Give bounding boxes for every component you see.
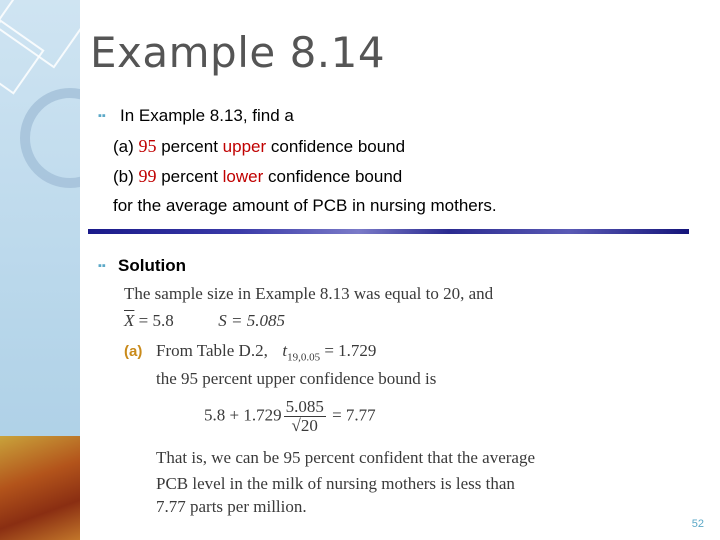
page-title: Example 8.14 xyxy=(90,28,386,77)
autumn-leaves-image xyxy=(0,436,80,540)
equation-denominator: √20 xyxy=(291,416,318,435)
part-b-prefix: (b) xyxy=(113,167,139,186)
part-a-middle: percent xyxy=(156,137,223,156)
part-a-tag: (a) xyxy=(124,343,143,360)
table-reference: From Table D.2, xyxy=(156,341,268,360)
problem-part-a xyxy=(113,136,405,157)
decorative-ring xyxy=(20,88,80,188)
equation-fraction xyxy=(284,398,326,435)
equation-result: = 7.77 xyxy=(332,405,376,425)
part-a-number: 95 xyxy=(138,136,157,156)
t-subscript: 19,0.05 xyxy=(287,351,321,364)
conclusion-line-1: That is, we can be 95 percent confident that the average xyxy=(156,448,536,467)
part-a-highlight: upper xyxy=(222,137,267,156)
equation xyxy=(204,398,376,435)
problem-closing: for the average amount of PCB in nursing mothers. xyxy=(113,196,497,215)
page-number: 52 xyxy=(691,518,704,530)
part-b-middle: percent xyxy=(156,167,223,186)
solution-part-a-line-1 xyxy=(156,341,376,363)
bullet-icon: ▪▪ xyxy=(98,260,106,272)
part-b-highlight: lower xyxy=(222,167,264,186)
part-b-suffix: confidence bound xyxy=(263,167,403,186)
equation-numerator: 5.085 xyxy=(285,397,324,416)
conclusion-line-2: PCB level in the milk of nursing mothers is less than xyxy=(156,474,515,493)
decorative-sidebar xyxy=(0,0,80,540)
problem-intro: In Example 8.13, find a xyxy=(120,106,294,125)
xbar-value: = 5.8 xyxy=(138,311,174,330)
part-b-number: 99 xyxy=(138,166,157,186)
part-a-suffix: confidence bound xyxy=(266,137,406,156)
solution-stats xyxy=(124,311,285,331)
solution-label: Solution xyxy=(118,256,186,275)
bullet-icon: ▪▪ xyxy=(98,110,106,122)
t-symbol: t xyxy=(282,341,288,360)
part-a-prefix: (a) xyxy=(113,137,139,156)
problem-part-b xyxy=(113,166,402,187)
divider xyxy=(88,229,689,234)
conclusion-line-3: 7.77 parts per million. xyxy=(156,497,307,516)
solution-part-a-line-2: the 95 percent upper confidence bound is xyxy=(156,369,437,388)
s-expression: S = 5.085 xyxy=(218,311,285,330)
t-value: = 1.729 xyxy=(324,341,377,360)
xbar-symbol: $\overline{X}$ xyxy=(124,311,135,330)
equation-left: 5.8 + 1.729 xyxy=(204,405,282,425)
solution-line-1: The sample size in Example 8.13 was equal to 20, and xyxy=(124,284,494,303)
